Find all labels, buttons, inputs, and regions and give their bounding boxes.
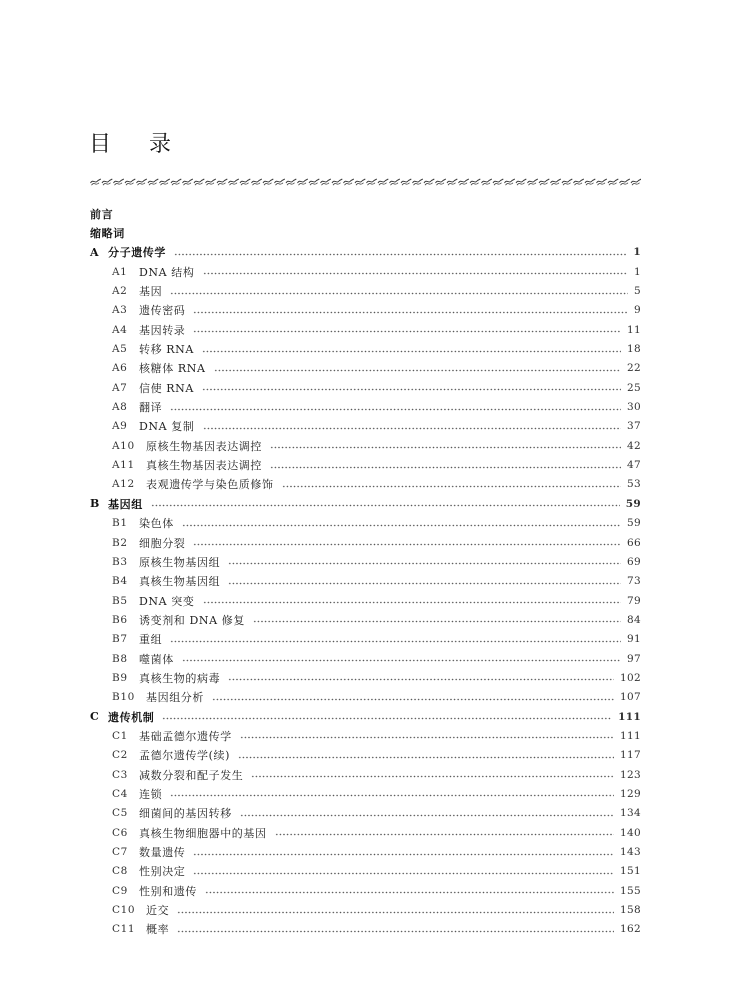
dot-leader bbox=[170, 281, 628, 300]
entry-code: A8 bbox=[112, 401, 128, 414]
dot-leader bbox=[203, 591, 622, 610]
entry-title: 核糖体 RNA bbox=[139, 362, 206, 376]
entry-code: B8 bbox=[112, 652, 128, 665]
dot-leader bbox=[193, 842, 614, 861]
entry-code: B1 bbox=[112, 517, 128, 530]
dot-leader bbox=[170, 784, 614, 803]
toc-entry bbox=[90, 514, 641, 533]
entry-title: 噬菌体 bbox=[139, 652, 174, 666]
dot-leader bbox=[193, 862, 614, 881]
entry-title: 性别决定 bbox=[139, 865, 186, 879]
toc-entry bbox=[90, 688, 641, 707]
dot-leader bbox=[253, 610, 621, 629]
toc-entry bbox=[90, 281, 641, 300]
page-number: 59 bbox=[627, 517, 641, 530]
dot-leader bbox=[202, 339, 621, 358]
decorative-wave-divider bbox=[90, 176, 641, 188]
dot-leader bbox=[214, 359, 621, 378]
entry-title: 原核生物基因表达调控 bbox=[146, 439, 262, 453]
entry-title: 细胞分裂 bbox=[139, 536, 186, 550]
dot-leader bbox=[251, 765, 614, 784]
section-title: 基因组 bbox=[108, 497, 143, 511]
toc-entry bbox=[90, 900, 641, 919]
page-number: 42 bbox=[627, 439, 641, 452]
page-number: 140 bbox=[620, 826, 641, 839]
entry-title: DNA 突变 bbox=[139, 594, 195, 608]
entry-code: A2 bbox=[112, 285, 128, 298]
page-number: 79 bbox=[627, 594, 641, 607]
toc-entry bbox=[90, 862, 641, 881]
entry-code: B3 bbox=[112, 555, 128, 568]
toc-entry bbox=[90, 610, 641, 629]
entry-code: C2 bbox=[112, 749, 128, 762]
page-number: 66 bbox=[627, 536, 641, 549]
section-heading bbox=[90, 243, 641, 262]
entry-title: 翻译 bbox=[139, 401, 163, 415]
entry-code: B7 bbox=[112, 633, 128, 646]
page-number: 84 bbox=[627, 613, 641, 626]
table-of-contents bbox=[90, 204, 641, 939]
entry-title: 转移 RNA bbox=[139, 343, 194, 357]
toc-entry bbox=[90, 765, 641, 784]
dot-leader bbox=[240, 804, 614, 823]
entry-code: A12 bbox=[112, 478, 135, 491]
entry-code: A5 bbox=[112, 343, 128, 356]
page-number: 69 bbox=[627, 555, 641, 568]
dot-leader bbox=[203, 417, 622, 436]
dot-leader bbox=[177, 900, 614, 919]
entry-title: 基因组分析 bbox=[146, 691, 204, 705]
page-number: 123 bbox=[620, 768, 641, 781]
entry-title: 诱变剂和 DNA 修复 bbox=[139, 613, 245, 627]
entry-title: 原核生物基因组 bbox=[139, 555, 221, 569]
toc-entry bbox=[90, 320, 641, 339]
page-number: 91 bbox=[627, 633, 641, 646]
entry-code: C4 bbox=[112, 787, 128, 800]
entry-code: A6 bbox=[112, 362, 128, 375]
page-number: 129 bbox=[620, 787, 641, 800]
dot-leader bbox=[270, 455, 621, 474]
toc-entry bbox=[90, 572, 641, 591]
section-heading bbox=[90, 707, 641, 726]
entry-code: C5 bbox=[112, 807, 128, 820]
section-letter: C bbox=[90, 710, 100, 724]
page-number: 155 bbox=[620, 884, 641, 897]
entry-title: 信使 RNA bbox=[139, 381, 194, 395]
toc-entry bbox=[90, 668, 641, 687]
page-number: 117 bbox=[620, 749, 641, 762]
entry-code: B5 bbox=[112, 594, 128, 607]
entry-code: C1 bbox=[112, 729, 128, 742]
entry-title: 真核生物基因表达调控 bbox=[146, 459, 262, 473]
dot-leader bbox=[282, 475, 621, 494]
entry-title: 细菌间的基因转移 bbox=[139, 807, 232, 821]
entry-title: 真核生物基因组 bbox=[139, 575, 221, 589]
page-number: 162 bbox=[620, 923, 641, 936]
dot-leader bbox=[193, 320, 621, 339]
toc-entry bbox=[90, 378, 641, 397]
entry-code: A10 bbox=[112, 439, 135, 452]
page-number: 143 bbox=[620, 846, 641, 859]
toc-entry bbox=[90, 262, 641, 281]
page-number: 1 bbox=[633, 246, 641, 259]
toc-entry bbox=[90, 823, 641, 842]
entry-code: B9 bbox=[112, 671, 128, 684]
page-title: 目 录 bbox=[89, 132, 180, 157]
section-title: 分子遗传学 bbox=[108, 246, 166, 260]
page-number: 11 bbox=[627, 323, 641, 336]
page-number: 1 bbox=[634, 265, 641, 278]
toc-entry bbox=[90, 591, 641, 610]
entry-title: 表观遗传学与染色质修饰 bbox=[146, 478, 274, 492]
page-number: 37 bbox=[627, 420, 641, 433]
entry-code: A9 bbox=[112, 420, 128, 433]
page-number: 5 bbox=[634, 285, 641, 298]
section-letter: A bbox=[90, 245, 100, 259]
dot-leader bbox=[182, 514, 621, 533]
toc-entry bbox=[90, 301, 641, 320]
toc-entry bbox=[90, 726, 641, 745]
dot-leader bbox=[238, 746, 614, 765]
toc-entry bbox=[90, 436, 641, 455]
dot-leader bbox=[177, 920, 614, 939]
dot-leader bbox=[205, 881, 614, 900]
entry-code: C6 bbox=[112, 826, 128, 839]
dot-leader bbox=[275, 823, 614, 842]
toc-entry bbox=[90, 804, 641, 823]
page-number: 53 bbox=[627, 478, 641, 491]
dot-leader bbox=[240, 726, 614, 745]
dot-leader bbox=[151, 494, 620, 513]
dot-leader bbox=[212, 688, 614, 707]
entry-code: C7 bbox=[112, 846, 128, 859]
entry-title: 孟德尔遗传学(续) bbox=[139, 749, 230, 763]
entry-title: 真核生物细胞器中的基因 bbox=[139, 826, 267, 840]
entry-code: A3 bbox=[112, 304, 128, 317]
dot-leader bbox=[162, 707, 612, 726]
front-matter-item bbox=[90, 204, 641, 223]
toc-entry bbox=[90, 552, 641, 571]
dot-leader bbox=[170, 397, 621, 416]
entry-title: 概率 bbox=[146, 923, 170, 937]
front-matter-label: 缩略词 bbox=[90, 227, 125, 241]
toc-entry bbox=[90, 397, 641, 416]
entry-code: A7 bbox=[112, 381, 128, 394]
page-number: 97 bbox=[627, 652, 641, 665]
toc-entry bbox=[90, 533, 641, 552]
entry-code: C11 bbox=[112, 923, 136, 936]
page-number: 151 bbox=[620, 865, 641, 878]
page-number: 111 bbox=[620, 729, 641, 742]
toc-entry bbox=[90, 920, 641, 939]
entry-title: 重组 bbox=[139, 633, 163, 647]
page-number: 22 bbox=[627, 362, 641, 375]
section-title: 遗传机制 bbox=[108, 710, 155, 724]
entry-title: DNA 结构 bbox=[139, 265, 195, 279]
entry-code: A1 bbox=[112, 265, 128, 278]
page-number: 59 bbox=[625, 497, 641, 510]
entry-code: C8 bbox=[112, 865, 128, 878]
entry-title: 遗传密码 bbox=[139, 304, 186, 318]
entry-code: C9 bbox=[112, 884, 128, 897]
entry-title: 性别和遗传 bbox=[139, 884, 197, 898]
entry-code: B10 bbox=[112, 691, 135, 704]
entry-title: 减数分裂和配子发生 bbox=[139, 768, 244, 782]
entry-title: DNA 复制 bbox=[139, 420, 195, 434]
dot-leader bbox=[193, 301, 628, 320]
dot-leader bbox=[270, 436, 621, 455]
dot-leader bbox=[174, 243, 627, 262]
entry-title: 数量遗传 bbox=[139, 846, 186, 860]
dot-leader bbox=[203, 262, 629, 281]
entry-code: C10 bbox=[112, 904, 136, 917]
entry-title: 连锁 bbox=[139, 787, 163, 801]
page-number: 18 bbox=[627, 343, 641, 356]
toc-entry bbox=[90, 630, 641, 649]
page-number: 73 bbox=[627, 575, 641, 588]
entry-title: 真核生物的病毒 bbox=[139, 671, 221, 685]
page-number: 47 bbox=[627, 459, 641, 472]
page-number: 30 bbox=[627, 401, 641, 414]
page-number: 102 bbox=[620, 671, 641, 684]
toc-entry bbox=[90, 359, 641, 378]
entry-title: 基因 bbox=[139, 285, 163, 299]
toc-entry bbox=[90, 475, 641, 494]
entry-code: B2 bbox=[112, 536, 128, 549]
page-number: 158 bbox=[620, 904, 641, 917]
entry-code: A4 bbox=[112, 323, 128, 336]
page-number: 134 bbox=[620, 807, 641, 820]
toc-entry bbox=[90, 339, 641, 358]
dot-leader bbox=[228, 668, 614, 687]
toc-entry bbox=[90, 417, 641, 436]
entry-code: B4 bbox=[112, 575, 128, 588]
dot-leader bbox=[202, 378, 621, 397]
entry-title: 染色体 bbox=[139, 517, 174, 531]
section-letter: B bbox=[90, 497, 100, 511]
entry-code: B6 bbox=[112, 613, 128, 626]
entry-title: 基础孟德尔遗传学 bbox=[139, 729, 232, 743]
dot-leader bbox=[228, 552, 621, 571]
page-number: 107 bbox=[620, 691, 641, 704]
section-heading bbox=[90, 494, 641, 513]
page-number: 9 bbox=[634, 304, 641, 317]
dot-leader bbox=[170, 630, 621, 649]
dot-leader bbox=[228, 572, 621, 591]
entry-title: 基因转录 bbox=[139, 323, 186, 337]
entry-code: A11 bbox=[112, 459, 135, 472]
entry-code: C3 bbox=[112, 768, 128, 781]
front-matter-item bbox=[90, 223, 641, 242]
toc-entry bbox=[90, 746, 641, 765]
dot-leader bbox=[193, 533, 621, 552]
toc-entry bbox=[90, 649, 641, 668]
toc-entry bbox=[90, 784, 641, 803]
page-number: 25 bbox=[627, 381, 641, 394]
toc-entry bbox=[90, 842, 641, 861]
entry-title: 近交 bbox=[146, 904, 170, 918]
page-number: 111 bbox=[618, 710, 641, 723]
dot-leader bbox=[182, 649, 621, 668]
toc-entry bbox=[90, 881, 641, 900]
front-matter-label: 前言 bbox=[90, 207, 114, 221]
toc-entry bbox=[90, 455, 641, 474]
